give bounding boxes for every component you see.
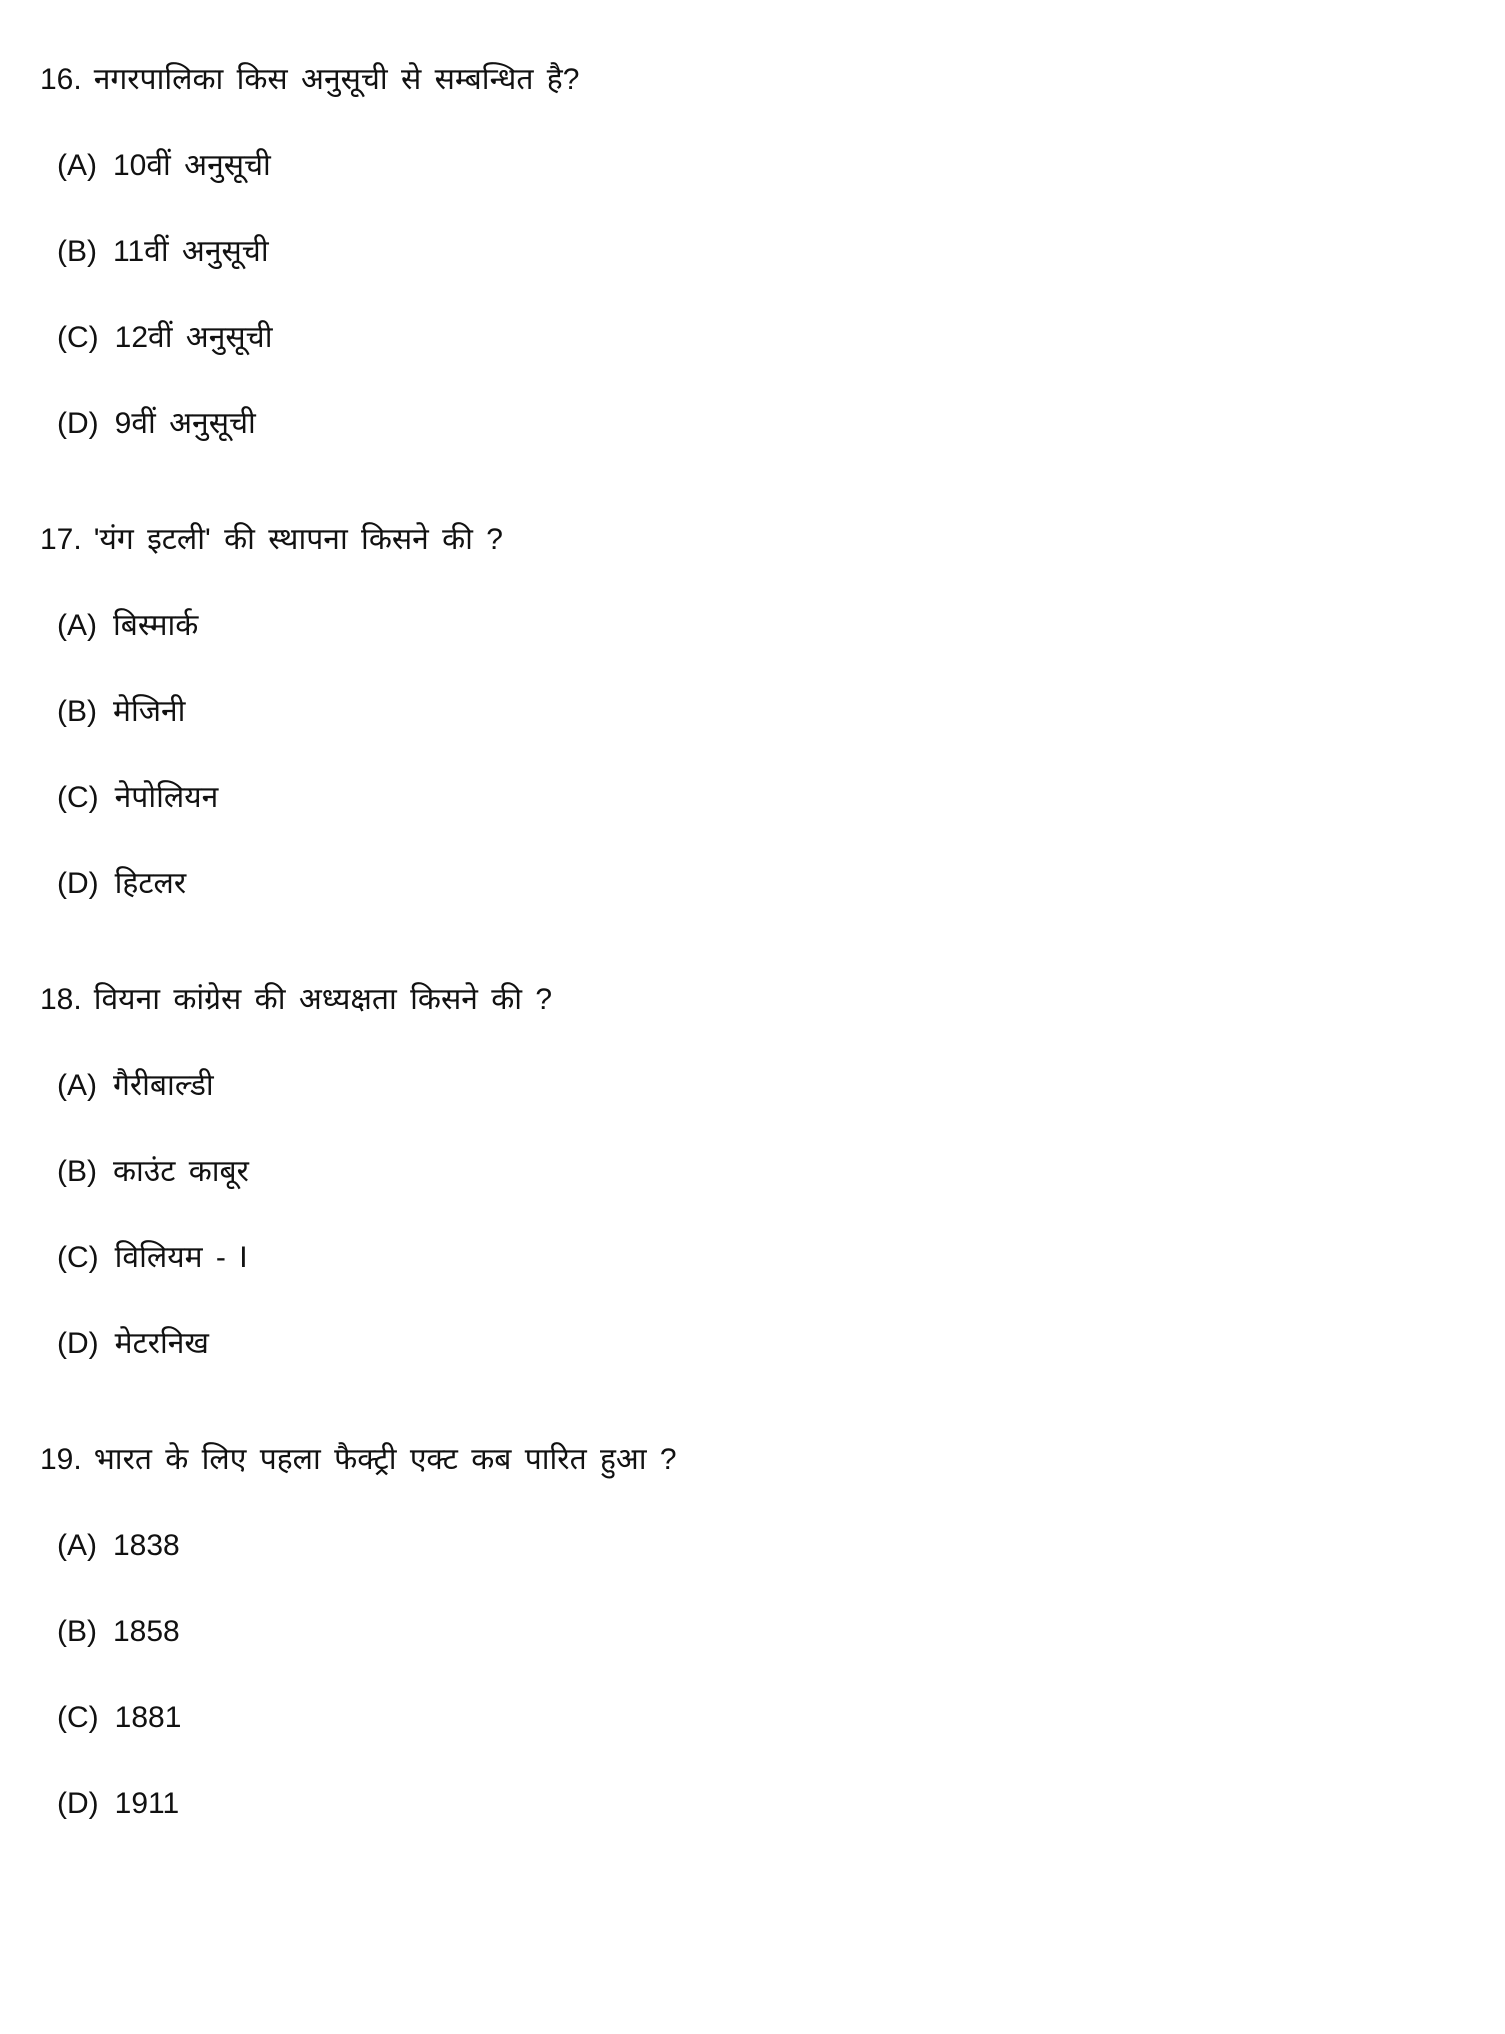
question-text: 'यंग इटली' की स्थापना किसने की ? (93, 523, 503, 556)
option-text: मेटरनिख (114, 1327, 209, 1360)
option-text: 1911 (114, 1787, 180, 1820)
option-text: 1838 (113, 1529, 180, 1562)
option-label: (B) (57, 1615, 97, 1648)
question-line (40, 1438, 1445, 1482)
option-row (40, 144, 1445, 188)
option-row (40, 862, 1445, 906)
question-line (40, 58, 1445, 102)
option-row (40, 1236, 1445, 1280)
option-row (40, 604, 1445, 648)
option-row (40, 1782, 1445, 1826)
question-number: 18. (40, 983, 82, 1016)
question-block-19 (40, 1438, 1445, 1826)
option-text: विलियम - I (114, 1241, 248, 1274)
option-label: (A) (57, 1069, 97, 1102)
option-label: (A) (57, 1529, 97, 1562)
option-row (40, 1610, 1445, 1654)
question-line (40, 518, 1445, 562)
option-text: 12वीं अनुसूची (114, 321, 273, 354)
option-text: मेजिनी (113, 695, 186, 728)
option-row (40, 230, 1445, 274)
option-row (40, 316, 1445, 360)
question-number: 19. (40, 1443, 82, 1476)
option-label: (A) (57, 149, 97, 182)
option-label: (C) (57, 1701, 99, 1734)
option-label: (B) (57, 1155, 97, 1188)
option-label: (D) (57, 407, 99, 440)
option-text: 9वीं अनुसूची (114, 407, 256, 440)
option-label: (D) (57, 867, 99, 900)
option-label: (C) (57, 321, 99, 354)
question-text: भारत के लिए पहला फैक्ट्री एक्ट कब पारित हुआ ? (93, 1443, 677, 1476)
option-row (40, 1064, 1445, 1108)
option-label: (A) (57, 609, 97, 642)
question-text: वियना कांग्रेस की अध्यक्षता किसने की ? (93, 983, 553, 1016)
question-block-17 (40, 518, 1445, 906)
question-block-18 (40, 978, 1445, 1366)
option-text: 11वीं अनुसूची (113, 235, 269, 268)
option-row (40, 1696, 1445, 1740)
option-text: 1881 (114, 1701, 182, 1734)
option-row (40, 1524, 1445, 1568)
question-number: 16. (40, 63, 82, 96)
option-text: 10वीं अनुसूची (113, 149, 271, 182)
option-label: (B) (57, 235, 97, 268)
option-label: (D) (57, 1327, 99, 1360)
option-text: गैरीबाल्डी (113, 1069, 214, 1102)
question-block-16 (40, 58, 1445, 446)
option-text: नेपोलियन (114, 781, 219, 814)
option-text: 1858 (113, 1615, 180, 1648)
option-label: (C) (57, 1241, 99, 1274)
option-row (40, 690, 1445, 734)
option-text: बिस्मार्क (113, 609, 199, 642)
option-row (40, 402, 1445, 446)
option-label: (B) (57, 695, 97, 728)
question-number: 17. (40, 523, 82, 556)
option-text: काउंट काबूर (113, 1155, 249, 1188)
question-text: नगरपालिका किस अनुसूची से सम्बन्धित है? (93, 63, 580, 96)
option-label: (D) (57, 1787, 99, 1820)
option-row (40, 1150, 1445, 1194)
option-row (40, 776, 1445, 820)
option-label: (C) (57, 781, 99, 814)
question-line (40, 978, 1445, 1022)
option-row (40, 1322, 1445, 1366)
option-text: हिटलर (114, 867, 187, 900)
